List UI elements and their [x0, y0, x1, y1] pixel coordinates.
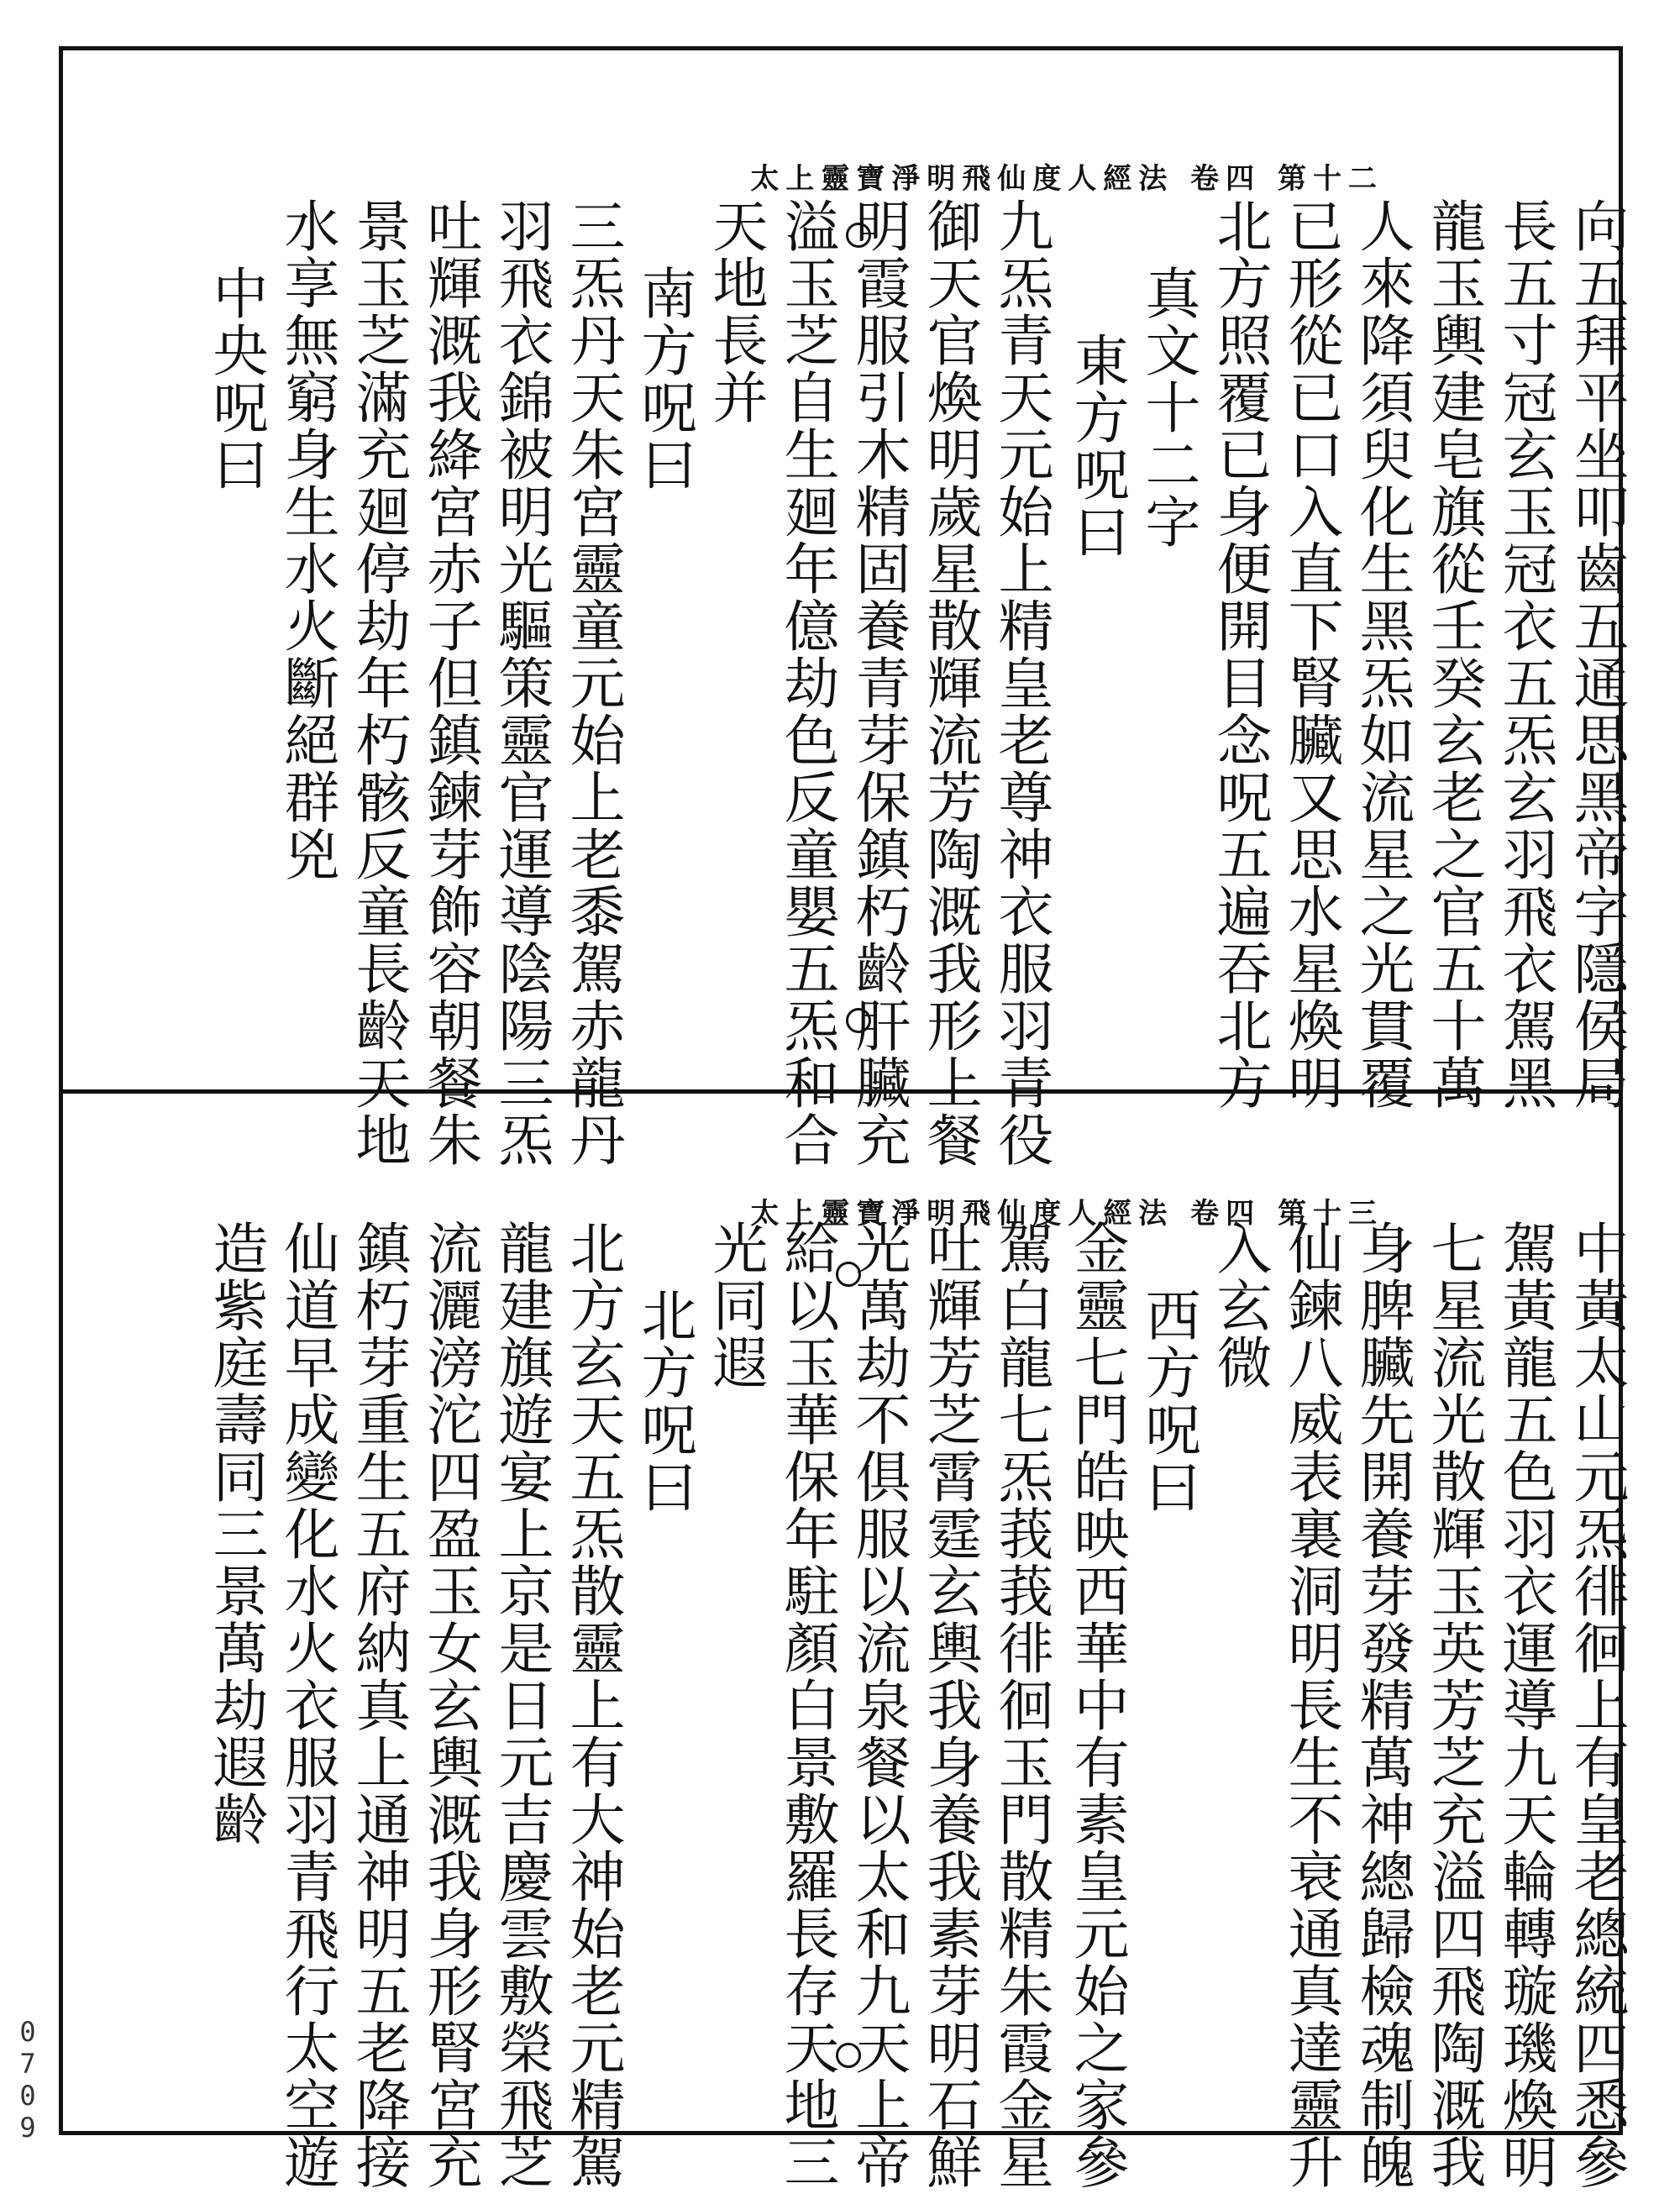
text-column: 龍建旗遊宴上京是日元吉慶雲敷榮飛芝 [489, 1220, 554, 2191]
text-column: 北方玄天五炁散靈上有大神始老元精駕 [560, 1220, 625, 2191]
text-column: 龍玉輿建皂旗從壬癸玄老之官五十萬 [1421, 197, 1486, 1111]
punctuation-circle [846, 223, 871, 248]
text-column: 三炁丹天朱宮靈童元始上老黍駕赤龍丹 [560, 197, 625, 1168]
text-column: 吐輝芳芝霄霆玄輿我身養我素芽明石鮮 [917, 1220, 982, 2191]
text-column: 已形從已口入直下腎臟又思水星煥明 [1278, 197, 1343, 1111]
text-column: 駕白龍七炁莪莪徘徊玉門散精朱霞金星 [989, 1220, 1053, 2191]
text-column: 給以玉華保年駐顏白景敷羅長存天地三 [774, 1220, 839, 2191]
text-column: 駕黃龍五色羽衣運導九天輪轉璇璣煥明 [1493, 1220, 1557, 2191]
top-half-page [63, 50, 1629, 1168]
running-header: 太上靈寶淨明飛仙度人經法 卷四 第十三 [750, 1197, 1383, 1231]
text-column: 向五拜平坐叩齒五通思黑帝字隱侯局 [1564, 197, 1629, 1111]
text-column: 北方照覆已身便開目念呪五遍吞北方 [1207, 197, 1272, 1111]
page-number: 0709 [12, 2016, 44, 2144]
text-column: 仙鍊八威表裏洞明長生不衰通真達靈升 [1278, 1220, 1343, 2191]
text-column: 流灑滂沱四盈玉女玄輿溉我身形腎宮充 [417, 1220, 482, 2191]
text-column: 身脾臟先開養芽發精萬神總歸檢魂制魄 [1350, 1220, 1415, 2191]
text-column: 光萬劫不俱服以流泉餐以太和九天上帝 [846, 1220, 911, 2191]
text-column: 水享無窮身生水火斷絕群兇 [275, 197, 339, 883]
text-column: 光同遐 [703, 1220, 768, 1391]
text-column: 景玉芝滿充廻停劫年朽骸反童長齡天地 [346, 197, 411, 1168]
text-column: 金靈七門皓映西華中有素皇元始之家參 [1064, 1220, 1129, 2191]
text-column: 長五寸冠玄玉冠衣五炁玄羽飛衣駕黑 [1493, 197, 1557, 1111]
text-column: 東方呪曰 [1064, 332, 1129, 560]
text-column: 九炁青天元始上精皇老尊神衣服羽青役 [989, 197, 1053, 1168]
text-column: 仙道早成變化水火衣服羽青飛行太空遊 [275, 1220, 339, 2191]
text-column: 真文十二字 [1136, 265, 1200, 550]
text-column: 御天官煥明歲星散輝流芳陶溉我形上餐 [917, 197, 982, 1168]
text-column: 中黃太山元炁徘徊上有皇老總統四悉參 [1564, 1220, 1629, 2191]
text-column: 入玄微 [1207, 1220, 1272, 1391]
text-column: 天地長并 [703, 197, 768, 426]
text-column: 鎮朽芽重生五府納真上通神明五老降接 [346, 1220, 411, 2191]
punctuation-circle [846, 1008, 871, 1033]
text-column: 北方呪曰 [632, 1287, 696, 1515]
text-column: 人來降須臾化生黑炁如流星之光貫覆 [1350, 197, 1415, 1111]
bottom-half-page [63, 1094, 1629, 2191]
text-column: 七星流光散輝玉英芳芝充溢四飛陶溉我 [1421, 1220, 1486, 2191]
text-column: 羽飛衣錦被明光驅策靈官運導陰陽三炁 [489, 197, 554, 1168]
text-column: 溢玉芝自生廻年億劫色反童嬰五炁和合 [774, 197, 839, 1168]
text-column: 中央呪曰 [203, 265, 268, 493]
text-column: 西方呪曰 [1136, 1287, 1200, 1515]
text-column: 南方呪曰 [632, 265, 696, 493]
punctuation-circle [836, 1262, 861, 1287]
text-column: 造紫庭壽同三景萬劫遐齡 [203, 1220, 268, 1848]
text-column: 吐輝溉我絳宮赤子但鎮鍊芽飾容朝餐朱 [417, 197, 482, 1168]
text-column: 明霞服引木精固養青芽保鎮朽齡肝臟充 [846, 197, 911, 1168]
punctuation-circle [836, 2043, 861, 2068]
running-header: 太上靈寶淨明飛仙度人經法 卷四 第十二 [750, 162, 1383, 196]
